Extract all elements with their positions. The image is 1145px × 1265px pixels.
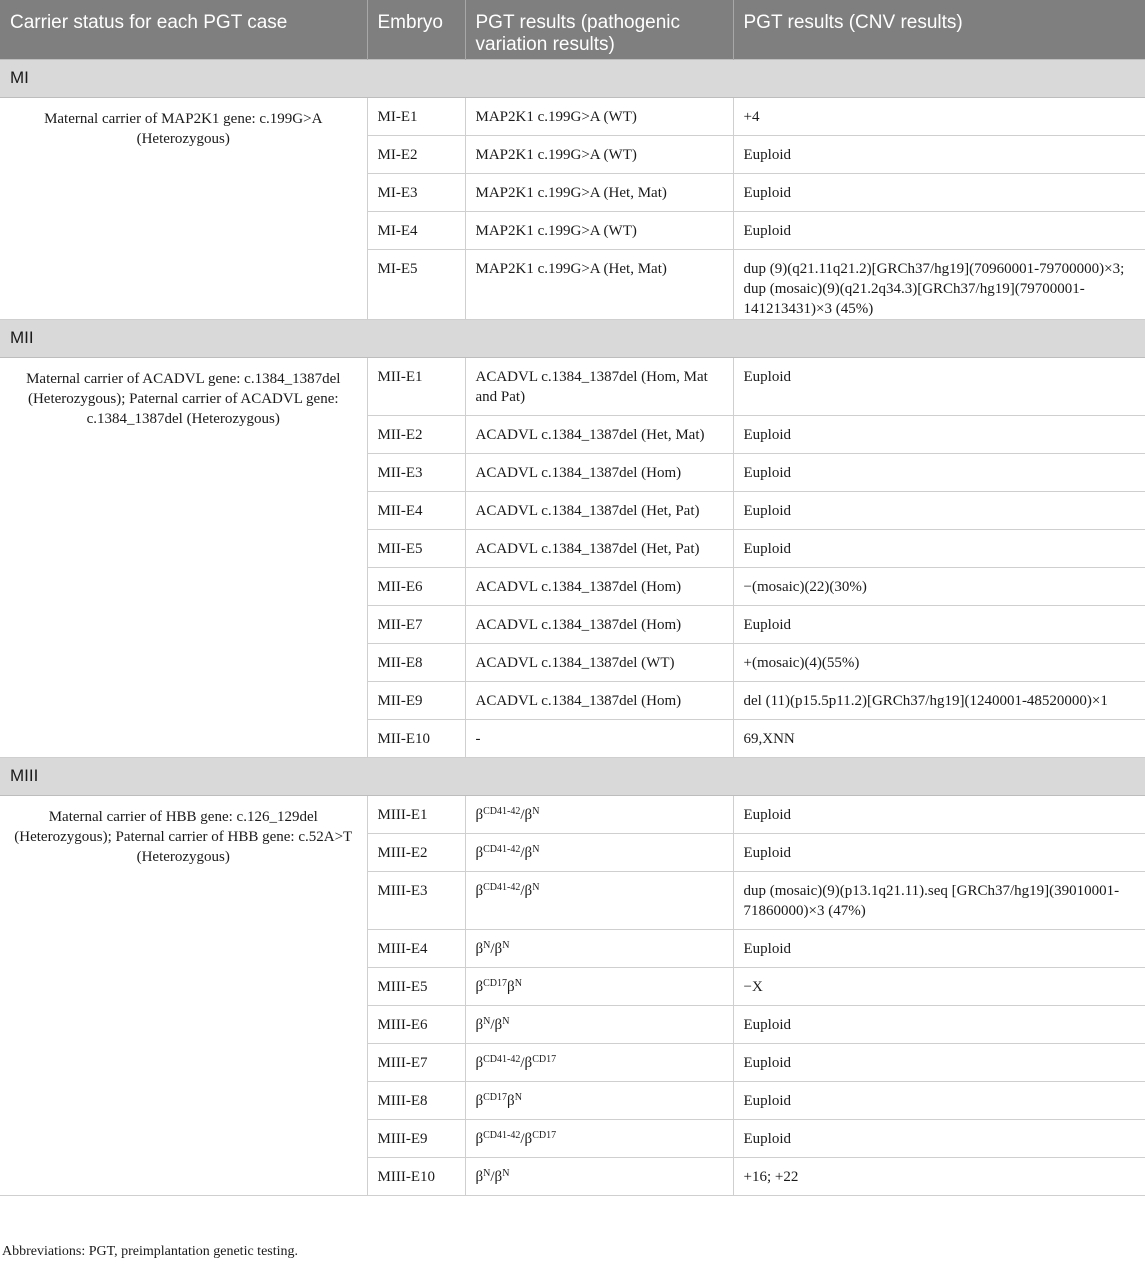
genotype-cell (465, 1081, 733, 1119)
cnv-cell: Euploid (733, 1005, 1145, 1043)
cnv-cell: Euploid (733, 357, 1145, 415)
variant-cell: ACADVL c.1384_1387del (WT) (465, 643, 733, 681)
allele-1: CD41-42 (483, 843, 521, 855)
embryo-cell: MII-E4 (367, 491, 465, 529)
genotype-cell (465, 1043, 733, 1081)
carrier-status-cell: Maternal carrier of MAP2K1 gene: c.199G>A (Heterozygous) (0, 97, 367, 319)
cnv-cell: Euploid (733, 795, 1145, 833)
genotype-cell (465, 871, 733, 929)
embryo-cell: MIII-E1 (367, 795, 465, 833)
cnv-cell: −(mosaic)(22)(30%) (733, 567, 1145, 605)
allele-separator: / (520, 1054, 525, 1071)
beta-symbol: β (524, 806, 533, 823)
embryo-cell: MIII-E6 (367, 1005, 465, 1043)
beta-symbol: β (475, 1054, 484, 1071)
allele-separator: / (520, 844, 525, 861)
cnv-cell: Euploid (733, 1119, 1145, 1157)
embryo-cell: MII-E5 (367, 529, 465, 567)
allele-2: N (514, 977, 522, 989)
allele-2: N (532, 881, 540, 893)
variant-cell: MAP2K1 c.199G>A (Het, Mat) (465, 173, 733, 211)
beta-symbol: β (475, 1016, 484, 1033)
allele-2: CD17 (532, 1053, 557, 1065)
allele-1: N (483, 1015, 491, 1027)
genotype-cell (465, 929, 733, 967)
embryo-cell: MII-E3 (367, 453, 465, 491)
carrier-status-cell: Maternal carrier of HBB gene: c.126_129del (Heterozygous); Paternal carrier of HBB gene: c.52A>T (Heterozygous) (0, 795, 367, 1195)
group-row-mi (0, 59, 1145, 97)
allele-1: CD41-42 (483, 1053, 521, 1065)
cnv-cell: −X (733, 967, 1145, 1005)
embryo-cell: MII-E1 (367, 357, 465, 415)
cnv-cell: Euploid (733, 415, 1145, 453)
embryo-cell: MII-E10 (367, 719, 465, 757)
allele-separator: / (490, 940, 495, 957)
allele-1: CD17 (483, 977, 508, 989)
genotype-cell (465, 795, 733, 833)
beta-symbol: β (475, 1168, 484, 1185)
cnv-cell: dup (mosaic)(9)(p13.1q21.11).seq [GRCh37/hg19](39010001-71860000)×3 (47%) (733, 871, 1145, 929)
cnv-cell: Euploid (733, 491, 1145, 529)
cnv-cell: Euploid (733, 1081, 1145, 1119)
beta-symbol: β (524, 1130, 533, 1147)
allele-2: N (514, 1091, 522, 1103)
cnv-cell: Euploid (733, 211, 1145, 249)
embryo-cell: MIII-E4 (367, 929, 465, 967)
allele-2: CD17 (532, 1129, 557, 1141)
beta-symbol: β (475, 806, 484, 823)
embryo-cell: MIII-E7 (367, 1043, 465, 1081)
variant-cell: - (465, 719, 733, 757)
variant-cell: MAP2K1 c.199G>A (WT) (465, 135, 733, 173)
cnv-cell: 69,XNN (733, 719, 1145, 757)
beta-symbol: β (475, 978, 484, 995)
embryo-cell: MII-E8 (367, 643, 465, 681)
allele-1: CD41-42 (483, 805, 521, 817)
group-row-miii (0, 757, 1145, 795)
allele-separator: / (490, 1168, 495, 1185)
beta-symbol: β (524, 844, 533, 861)
allele-separator: / (520, 1130, 525, 1147)
allele-1: CD17 (483, 1091, 508, 1103)
beta-symbol: β (507, 978, 515, 995)
variant-cell: ACADVL c.1384_1387del (Hom) (465, 567, 733, 605)
allele-1: N (483, 1167, 491, 1179)
embryo-cell: MIII-E2 (367, 833, 465, 871)
genotype-cell (465, 1157, 733, 1195)
cnv-cell: dup (9)(q21.11q21.2)[GRCh37/hg19](70960001-79700000)×3; dup (mosaic)(9)(q21.2q34.3)[GRCh37/hg19](79700001-141213431)×3 (45%) (733, 249, 1145, 319)
header-embryo: Embryo (367, 0, 465, 59)
cnv-cell: Euploid (733, 453, 1145, 491)
allele-2: N (502, 939, 510, 951)
allele-1: N (483, 939, 491, 951)
embryo-cell: MII-E7 (367, 605, 465, 643)
beta-symbol: β (475, 844, 484, 861)
header-row (0, 0, 1145, 59)
beta-symbol: β (507, 1092, 515, 1109)
header-carrier-status: Carrier status for each PGT case (0, 0, 367, 59)
variant-cell: ACADVL c.1384_1387del (Hom, Mat and Pat) (465, 357, 733, 415)
allele-2: N (532, 843, 540, 855)
genotype-cell (465, 833, 733, 871)
group-label: MI (0, 59, 1145, 97)
cnv-cell: Euploid (733, 833, 1145, 871)
cnv-cell: +4 (733, 97, 1145, 135)
cnv-cell: Euploid (733, 605, 1145, 643)
beta-symbol: β (475, 882, 484, 899)
cnv-cell: Euploid (733, 173, 1145, 211)
group-label: MIII (0, 757, 1145, 795)
embryo-cell: MI-E4 (367, 211, 465, 249)
beta-symbol: β (494, 1016, 503, 1033)
embryo-cell: MIII-E5 (367, 967, 465, 1005)
embryo-cell: MII-E6 (367, 567, 465, 605)
cnv-cell: Euploid (733, 1043, 1145, 1081)
genotype-cell (465, 967, 733, 1005)
header-cnv-results: PGT results (CNV results) (733, 0, 1145, 59)
variant-cell: ACADVL c.1384_1387del (Het, Pat) (465, 529, 733, 567)
variant-cell: ACADVL c.1384_1387del (Hom) (465, 681, 733, 719)
group-label: MII (0, 319, 1145, 357)
allele-2: N (502, 1015, 510, 1027)
beta-symbol: β (524, 882, 533, 899)
beta-symbol: β (494, 1168, 503, 1185)
cnv-cell: Euploid (733, 529, 1145, 567)
variant-cell: MAP2K1 c.199G>A (WT) (465, 211, 733, 249)
variant-cell: ACADVL c.1384_1387del (Hom) (465, 605, 733, 643)
cnv-cell: Euploid (733, 929, 1145, 967)
embryo-cell: MIII-E8 (367, 1081, 465, 1119)
table-row (0, 97, 1145, 135)
group-row-mii (0, 319, 1145, 357)
variant-cell: ACADVL c.1384_1387del (Het, Pat) (465, 491, 733, 529)
allele-1: CD41-42 (483, 881, 521, 893)
genotype-cell (465, 1005, 733, 1043)
footnote: Abbreviations: PGT, preimplantation genetic testing. (2, 1244, 299, 1259)
embryo-cell: MI-E2 (367, 135, 465, 173)
cnv-cell: +16; +22 (733, 1157, 1145, 1195)
beta-symbol: β (475, 1130, 484, 1147)
allele-separator: / (520, 806, 525, 823)
variant-cell: MAP2K1 c.199G>A (WT) (465, 97, 733, 135)
allele-1: CD41-42 (483, 1129, 521, 1141)
allele-separator: / (490, 1016, 495, 1033)
beta-symbol: β (475, 940, 484, 957)
embryo-cell: MII-E2 (367, 415, 465, 453)
cnv-cell: del (11)(p15.5p11.2)[GRCh37/hg19](1240001-48520000)×1 (733, 681, 1145, 719)
cnv-cell: +(mosaic)(4)(55%) (733, 643, 1145, 681)
embryo-cell: MI-E3 (367, 173, 465, 211)
embryo-cell: MIII-E9 (367, 1119, 465, 1157)
beta-symbol: β (475, 1092, 484, 1109)
embryo-cell: MII-E9 (367, 681, 465, 719)
embryo-cell: MI-E1 (367, 97, 465, 135)
beta-symbol: β (494, 940, 503, 957)
table-row (0, 357, 1145, 415)
carrier-status-cell: Maternal carrier of ACADVL gene: c.1384_1387del (Heterozygous); Paternal carrier of ACADVL gene: c.1384_1387del (Heterozygous) (0, 357, 367, 757)
variant-cell: ACADVL c.1384_1387del (Het, Mat) (465, 415, 733, 453)
table-row (0, 795, 1145, 833)
variant-cell: ACADVL c.1384_1387del (Hom) (465, 453, 733, 491)
embryo-cell: MIII-E10 (367, 1157, 465, 1195)
variant-cell: MAP2K1 c.199G>A (Het, Mat) (465, 249, 733, 319)
embryo-cell: MI-E5 (367, 249, 465, 319)
header-variation-results: PGT results (pathogenic variation results) (465, 0, 733, 59)
beta-symbol: β (524, 1054, 533, 1071)
allele-2: N (532, 805, 540, 817)
embryo-cell: MIII-E3 (367, 871, 465, 929)
genotype-cell (465, 1119, 733, 1157)
allele-separator: / (520, 882, 525, 899)
allele-2: N (502, 1167, 510, 1179)
cnv-cell: Euploid (733, 135, 1145, 173)
